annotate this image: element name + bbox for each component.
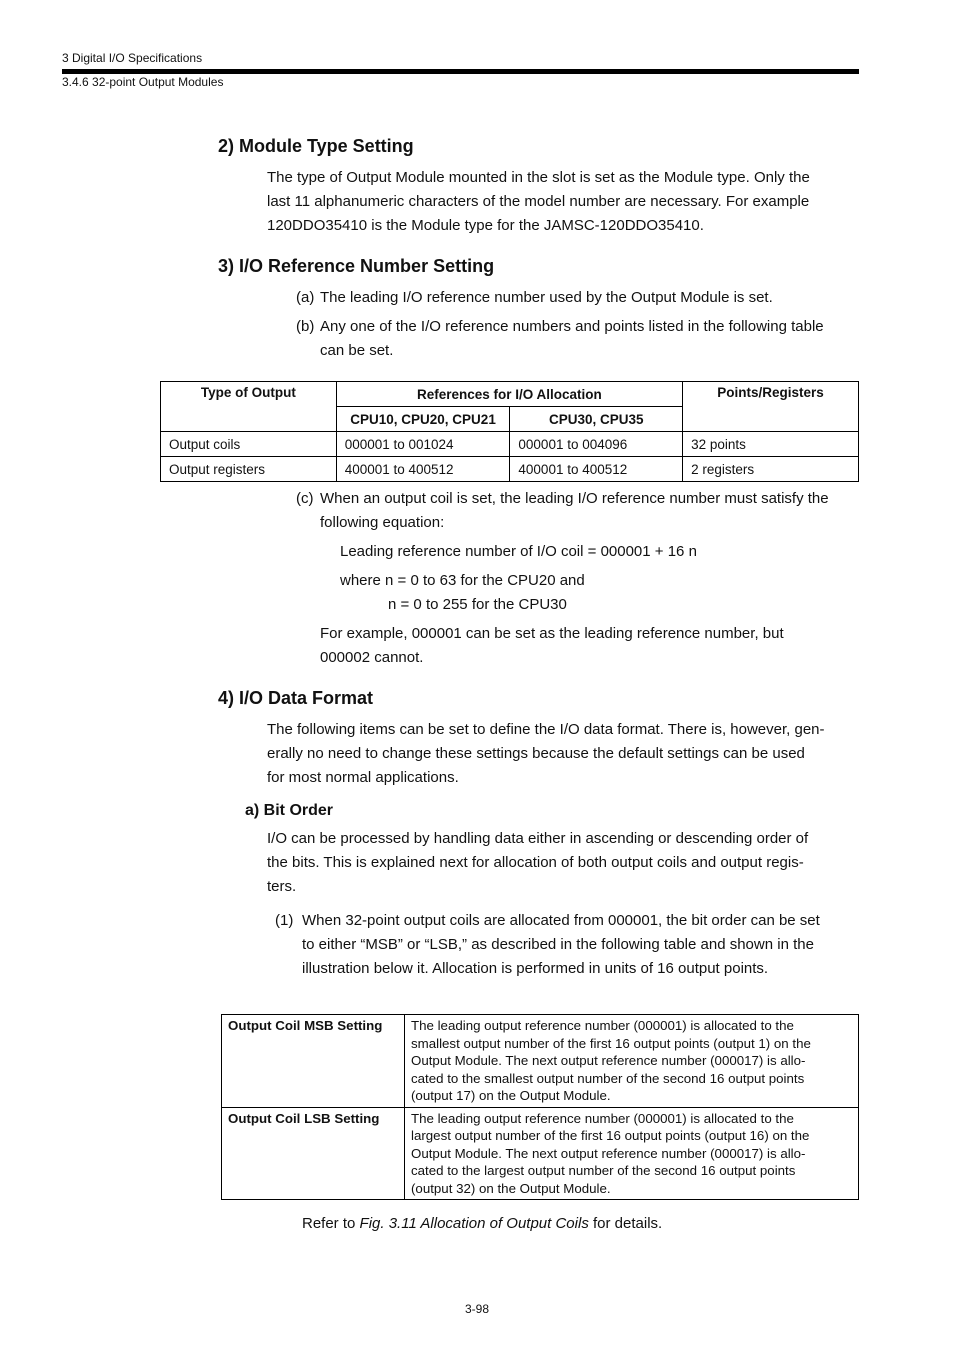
example-line: 000002 cannot. (320, 649, 424, 666)
cell-cpu2: 000001 to 004096 (510, 432, 683, 457)
th-cpu10-20-21: CPU10, CPU20, CPU21 (336, 407, 510, 432)
io-data-line: for most normal applications. (267, 769, 459, 786)
example-paragraph (320, 622, 784, 670)
table-row (161, 457, 859, 482)
item-1-line: to either “MSB” or “LSB,” as described in the following table and shown in the (302, 936, 814, 953)
cell-points: 2 registers (683, 457, 859, 482)
desc-line: The leading output reference number (000001) is allocated to the (411, 1018, 794, 1033)
lsb-setting-key: Output Coil LSB Setting (222, 1107, 405, 1200)
th-references: References for I/O Allocation (336, 382, 682, 407)
module-type-heading: 2) Module Type Setting (218, 136, 414, 156)
io-data-paragraph (267, 718, 825, 790)
desc-line: (output 32) on the Output Module. (411, 1180, 611, 1196)
desc-line: smallest output number of the first 16 output points (output 1) on the (411, 1035, 811, 1051)
lsb-setting-desc (405, 1107, 859, 1200)
cell-cpu2: 400001 to 400512 (510, 457, 683, 482)
item-1-line: When 32-point output coils are allocated from 000001, the bit order can be set (302, 912, 820, 929)
desc-line: The leading output reference number (000001) is allocated to the (411, 1110, 794, 1126)
figure-reference-link[interactable]: Fig. 3.11 Allocation of Output Coils (359, 1215, 589, 1232)
io-data-heading: 4) I/O Data Format (218, 688, 374, 708)
table-row (222, 1107, 859, 1200)
io-reference-table (160, 381, 859, 482)
item-1-label: (1) (275, 912, 294, 929)
page-number: 3-98 (464, 1302, 490, 1316)
bit-order-heading: a) Bit Order (245, 802, 334, 819)
where-line-1: where n = 0 to 63 for the CPU20 and (340, 572, 585, 589)
cell-type: Output registers (161, 457, 337, 482)
table-row (161, 432, 859, 457)
msb-setting-key: Output Coil MSB Setting (222, 1015, 405, 1108)
item-c-label: (c) (296, 490, 314, 507)
io-data-line: The following items can be set to define the I/O data format. There is, however, gen- (267, 721, 825, 738)
cell-type: Output coils (161, 432, 337, 457)
item-a-label: (a) (296, 289, 315, 306)
desc-line: cated to the largest output number of the second 16 output points (411, 1163, 796, 1178)
io-ref-item-b (296, 315, 866, 363)
item-1-line: illustration below it. Allocation is performed in units of 16 output points. (302, 960, 769, 977)
cell-points: 32 points (683, 432, 859, 457)
bit-order-line: I/O can be processed by handling data either in ascending or descending order of (267, 830, 809, 847)
module-type-line: 120DDO35410 is the Module type for the JAMSC-120DDO35410. (267, 217, 704, 234)
io-ref-heading: 3) I/O Reference Number Setting (218, 256, 495, 276)
desc-line: cated to the smallest output number of the second 16 output points (411, 1070, 805, 1086)
desc-line: (output 17) on the Output Module. (411, 1088, 611, 1103)
equation: Leading reference number of I/O coil = 000001 + 16 n (340, 543, 697, 560)
bit-order-line: the bits. This is explained next for allocation of both output coils and output regis- (267, 854, 804, 871)
item-b-label: (b) (296, 318, 315, 335)
bit-order-item-1 (275, 909, 865, 981)
item-c-line: When an output coil is set, the leading I/O reference number must satisfy the (320, 490, 829, 507)
item-b-line: can be set. (320, 342, 394, 359)
module-type-line: last 11 alphanumeric characters of the model number are necessary. For example (267, 193, 810, 210)
example-line: For example, 000001 can be set as the leading reference number, but (320, 625, 784, 642)
header-chapter: 3 Digital I/O Specifications (62, 51, 203, 65)
item-a-text: The leading I/O reference number used by the Output Module is set. (320, 289, 773, 306)
th-type-of-output: Type of Output (161, 382, 337, 432)
module-type-line: The type of Output Module mounted in the slot is set as the Module type. Only the (267, 169, 810, 186)
io-data-line: erally no need to change these settings because the default settings can be used (267, 745, 805, 762)
item-b-line: Any one of the I/O reference numbers and points listed in the following table (320, 318, 824, 335)
header-section: 3.4.6 32-point Output Modules (62, 75, 224, 89)
io-ref-item-c (296, 487, 866, 535)
desc-line: largest output number of the first 16 output points (output 16) on the (411, 1128, 810, 1143)
cell-cpu1: 400001 to 400512 (336, 457, 510, 482)
where-line-2: n = 0 to 255 for the CPU30 (388, 596, 567, 613)
refer-line (302, 1212, 662, 1236)
th-points-registers: Points/Registers (683, 382, 859, 432)
header-rule (62, 69, 859, 74)
refer-prefix: Refer to (302, 1215, 360, 1232)
cell-cpu1: 000001 to 001024 (336, 432, 510, 457)
desc-line: Output Module. The next output reference number (000017) is allo- (411, 1053, 806, 1068)
desc-line: Output Module. The next output reference number (000017) is allo- (411, 1145, 806, 1161)
output-coil-setting-table (221, 1014, 859, 1200)
table-row (222, 1015, 859, 1108)
item-c-line: following equation: (320, 514, 445, 531)
io-ref-item-a (296, 286, 866, 310)
bit-order-line: ters. (267, 878, 297, 895)
refer-suffix: for details. (588, 1215, 663, 1232)
th-cpu30-35: CPU30, CPU35 (510, 407, 683, 432)
msb-setting-desc (405, 1015, 859, 1108)
module-type-paragraph (267, 166, 810, 238)
bit-order-paragraph (267, 827, 808, 899)
